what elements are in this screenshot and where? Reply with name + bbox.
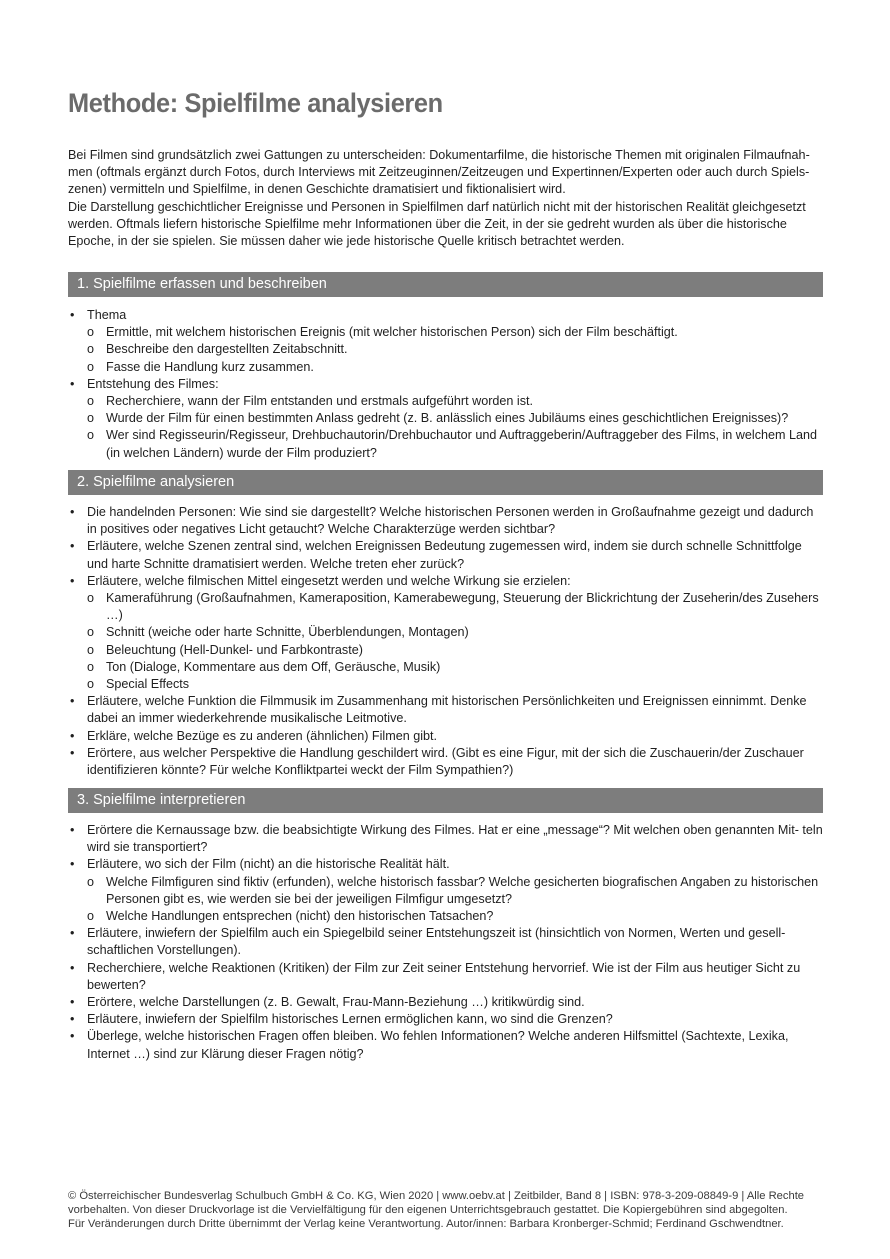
footer-line: Für Veränderungen durch Dritte übernimmt der Verlag keine Verantwortung. Autor/innen: Barbara Kronberger-Schmid; Ferdinand Gschwendtner. bbox=[68, 1218, 784, 1231]
bullet-marker: • bbox=[70, 926, 75, 941]
bullet-item bbox=[68, 925, 823, 959]
sub-bullet-marker: o bbox=[87, 874, 95, 889]
page-title: Methode: Spielfilme analysieren bbox=[68, 88, 443, 118]
intro-text bbox=[68, 147, 823, 250]
item-text: Ermittle, mit welchem historischen Ereignis (mit welcher historischen Person) sich der Film beschäftigt. bbox=[106, 325, 678, 340]
item-text: Erörtere, welche Darstellungen (z. B. Gewalt, Frau-Mann-Beziehung …) kritikwürdig sind. bbox=[87, 995, 585, 1010]
item-text: Schnitt (weiche oder harte Schnitte, Überblendungen, Montagen) bbox=[106, 625, 469, 640]
sub-bullet-marker: o bbox=[87, 342, 95, 357]
item-text: Thema bbox=[87, 308, 127, 322]
footer-line: © Österreichischer Bundesverlag Schulbuch GmbH & Co. KG, Wien 2020 | www.oebv.at | Zeitbilder, Band 8 | ISBN: 978-3-209-08849-9 | Alle Rechte bbox=[68, 1190, 805, 1202]
section-1-list bbox=[68, 307, 823, 462]
bullet-item bbox=[68, 307, 823, 324]
item-text: Wurde der Film für einen bestimmten Anlass gedreht (z. B. anlässlich eines Jubiläums eines geschichtlichen Ereignisses)? bbox=[106, 411, 789, 426]
sub-bullet-marker: o bbox=[87, 659, 95, 674]
bullet-item bbox=[68, 745, 823, 779]
item-text: Überlege, welche historischen Fragen offen bleiben. Wo fehlen Informationen? Welche anderen Hilfsmittel (Sachtexte, Lexika, Internet …) sind zur Klärung dieser Fragen nötig? bbox=[87, 1029, 789, 1061]
sub-bullet-item bbox=[68, 590, 823, 624]
item-text: Welche Filmfiguren sind fiktiv (erfunden), welche historisch fassbar? Welche gesicherten biografischen Angaben zu historischen Personen gibt es, wie werden sie bei der jeweiligen Filmfigur umgesetzt? bbox=[106, 874, 819, 906]
item-text: Beschreibe den dargestellten Zeitabschnitt. bbox=[106, 342, 348, 357]
bullet-item bbox=[68, 822, 823, 856]
bullet-item bbox=[68, 693, 823, 727]
section-heading-2: 2. Spielfilme analysieren bbox=[68, 470, 823, 495]
bullet-marker: • bbox=[70, 823, 75, 837]
sub-bullet-item bbox=[68, 908, 823, 925]
item-text: Recherchiere, wann der Film entstanden und erstmals aufgeführt worden ist. bbox=[106, 394, 534, 409]
sub-bullet-item bbox=[68, 427, 823, 461]
bullet-item bbox=[68, 504, 823, 538]
copyright-footer bbox=[68, 1189, 828, 1232]
sub-bullet-item bbox=[68, 393, 823, 410]
intro-paragraph: Die Darstellung geschichtlicher Ereignisse und Personen in Spielfilmen darf natürlich nicht mit der historischen Realität gleichgesetzt werden. Oftmals liefern historische Spielfilme mehr Informationen über die Zeit, in der sie gedreht wurden als über die historische Epoche, in der sie spielen. Sie müssen daher wie jede historische Quelle kritisch betrachtet werden. bbox=[68, 199, 806, 249]
bullet-marker: • bbox=[70, 995, 75, 1010]
item-text: Kameraführung (Großaufnahmen, Kameraposition, Kamerabewegung, Steuerung der Blickrichtung der Zuseherin/des Zusehers …) bbox=[106, 591, 819, 623]
sub-bullet-item bbox=[68, 659, 823, 676]
sub-bullet-item bbox=[68, 341, 823, 358]
sub-bullet-item bbox=[68, 359, 823, 376]
bullet-item bbox=[68, 573, 823, 590]
sub-bullet-marker: o bbox=[87, 394, 95, 409]
footer-line: vorbehalten. Von dieser Druckvorlage ist die Vervielfältigung für den eigenen Unterrichtsgebrauch gestattet. Die Kopiergebühren sind abgegolten. bbox=[68, 1204, 788, 1217]
item-text: Erörtere die Kernaussage bzw. die beabsichtigte Wirkung des Filmes. Hat er eine „message“? Mit welchen oben genannten Mit- teln wird sie transportiert? bbox=[87, 823, 823, 855]
item-text: Special Effects bbox=[106, 677, 190, 692]
sub-bullet-item bbox=[68, 410, 823, 427]
sub-bullet-marker: o bbox=[87, 909, 95, 924]
bullet-item bbox=[68, 856, 823, 873]
bullet-item bbox=[68, 376, 823, 393]
item-text: Wer sind Regisseurin/Regisseur, Drehbuchautorin/Drehbuchautor und Auftraggeberin/Auftraggeber des Films, in welchem Land (in welchen Ländern) wurde der Film produziert? bbox=[106, 428, 818, 460]
section-heading-3: 3. Spielfilme interpretieren bbox=[68, 788, 823, 813]
bullet-marker: • bbox=[70, 376, 75, 391]
sub-bullet-item bbox=[68, 874, 823, 908]
bullet-marker: • bbox=[70, 505, 75, 519]
bullet-item bbox=[68, 1011, 823, 1028]
bullet-marker: • bbox=[70, 1029, 75, 1044]
section-2-list bbox=[68, 504, 823, 779]
item-text: Welche Handlungen entsprechen (nicht) den historischen Tatsachen? bbox=[106, 909, 494, 924]
bullet-marker: • bbox=[70, 1012, 75, 1027]
bullet-marker: • bbox=[70, 728, 75, 743]
sub-bullet-marker: o bbox=[87, 411, 95, 426]
bullet-item bbox=[68, 960, 823, 994]
sub-bullet-item bbox=[68, 676, 823, 693]
item-text: Erläutere, wo sich der Film (nicht) an die historische Realität hält. bbox=[87, 857, 450, 872]
sub-bullet-marker: o bbox=[87, 625, 95, 640]
item-text: Recherchiere, welche Reaktionen (Kritiken) der Film zur Zeit seiner Entstehung hervorrief. Wie ist der Film aus heutiger Sicht zu bewerten? bbox=[87, 960, 801, 992]
bullet-marker: • bbox=[70, 857, 75, 872]
bullet-marker: • bbox=[70, 960, 75, 975]
bullet-marker: • bbox=[70, 694, 75, 709]
sub-bullet-marker: o bbox=[87, 428, 95, 443]
item-text: Erörtere, aus welcher Perspektive die Handlung geschildert wird. (Gibt es eine Figur, mit der sich die Zuschauerin/der Zuschauer identifizieren könnte? Für welche Konfliktpartei weckt der Film Sympathien?) bbox=[87, 745, 804, 778]
item-text: Entstehung des Filmes: bbox=[87, 376, 219, 391]
sub-bullet-item bbox=[68, 324, 823, 341]
sub-bullet-marker: o bbox=[87, 677, 95, 692]
sub-bullet-marker: o bbox=[87, 325, 95, 340]
item-text: Beleuchtung (Hell-Dunkel- und Farbkontraste) bbox=[106, 642, 363, 657]
bullet-item bbox=[68, 728, 823, 745]
sub-bullet-marker: o bbox=[87, 642, 95, 657]
item-text: Ton (Dialoge, Kommentare aus dem Off, Geräusche, Musik) bbox=[106, 659, 441, 674]
item-text: Erläutere, inwiefern der Spielfilm historisches Lernen ermöglichen kann, wo sind die Grenzen? bbox=[87, 1012, 613, 1027]
sub-bullet-marker: o bbox=[87, 359, 95, 374]
bullet-item bbox=[68, 538, 823, 572]
bullet-item bbox=[68, 994, 823, 1011]
bullet-marker: • bbox=[70, 745, 75, 760]
section-heading-1: 1. Spielfilme erfassen und beschreiben bbox=[68, 272, 823, 297]
item-text: Erläutere, welche Funktion die Filmmusik im Zusammenhang mit historischen Persönlichkeiten und Ereignissen einnimmt. Denke dabei an immer wiederkehrende musikalische Leitmotive. bbox=[87, 694, 807, 726]
item-text: Fasse die Handlung kurz zusammen. bbox=[106, 359, 314, 374]
bullet-marker: • bbox=[70, 573, 75, 588]
item-text: Erläutere, welche Szenen zentral sind, welchen Ereignissen Bedeutung zugemessen wird, indem sie durch schnelle Schnittfolge und harte Schnitte dramatisiert werden. Welche treten eher zurück? bbox=[87, 539, 802, 571]
intro-paragraph: Bei Filmen sind grundsätzlich zwei Gattungen zu unterscheiden: Dokumentarfilme, die historische Themen mit originalen Filmaufnah- men (oftmals ergänzt durch Fotos, durch Interviews mit Zeitzeuginnen/Zeitzeugen und Expertinnen/Experten oder auch durch Spiels- zenen) vermitteln und Spielfilme, in denen Geschichte dramatisiert und fiktionalisiert wird. bbox=[68, 148, 810, 197]
sub-bullet-marker: o bbox=[87, 591, 95, 606]
section-3-list bbox=[68, 822, 823, 1063]
bullet-marker: • bbox=[70, 308, 75, 322]
sub-bullet-item bbox=[68, 642, 823, 659]
sub-bullet-item bbox=[68, 624, 823, 641]
item-text: Erläutere, welche filmischen Mittel eingesetzt werden und welche Wirkung sie erzielen: bbox=[87, 573, 571, 588]
item-text: Die handelnden Personen: Wie sind sie dargestellt? Welche historischen Personen werden in Großaufnahme gezeigt und dadurch in positives oder negatives Licht getaucht? Welche Charakterzüge werden sichtbar? bbox=[87, 505, 814, 537]
item-text: Erkläre, welche Bezüge es zu anderen (ähnlichen) Filmen gibt. bbox=[87, 728, 438, 743]
bullet-marker: • bbox=[70, 539, 75, 554]
bullet-item bbox=[68, 1028, 823, 1062]
item-text: Erläutere, inwiefern der Spielfilm auch ein Spiegelbild seiner Entstehungszeit ist (hinsichtlich von Normen, Werten und gesell- schaftlichen Vorstellungen). bbox=[87, 926, 786, 958]
